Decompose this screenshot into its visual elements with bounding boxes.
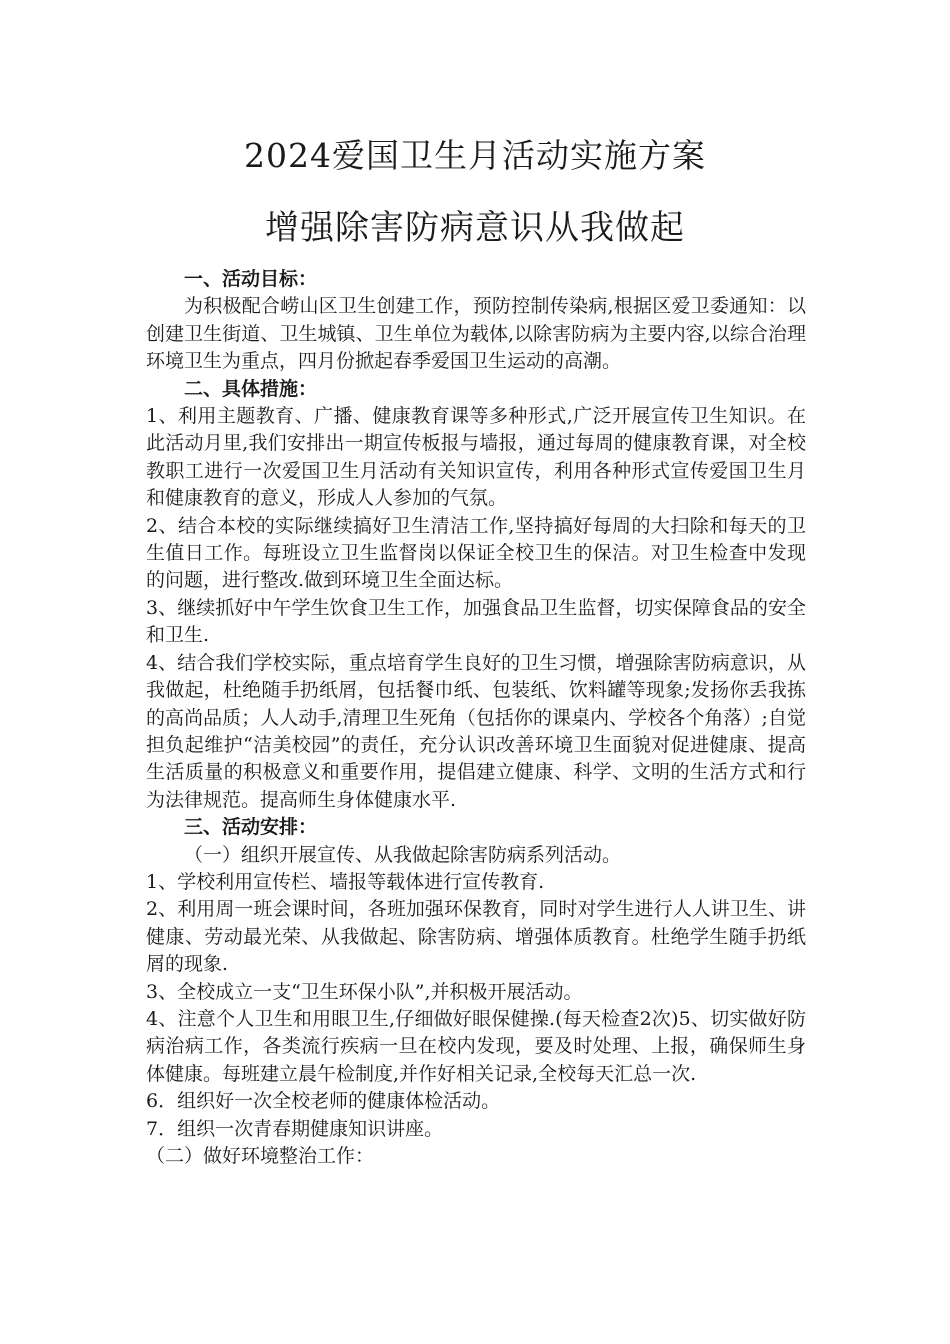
section-heading-arrangement: 三、活动安排： (184, 816, 318, 839)
paragraph-arrangement-3: 3、全校成立一支“卫生环保小队”,并积极开展活动。 (146, 980, 583, 1003)
subheading-publicity: （一）组织开展宣传、从我做起除害防病系列活动。 (184, 843, 622, 866)
paragraph-arrangement-1: 1、学校利用宣传栏、墙报等载体进行宣传教育. (146, 870, 545, 893)
document-body (146, 266, 806, 1170)
paragraph-measure-2: 2、结合本校的实际继续搞好卫生清洁工作,坚持搞好每周的大扫除和每天的卫生值日工作。每班设立卫生监督岗以保证全校卫生的保洁。对卫生检查中发现的问题，进行整改.做到环境卫生全面达标。 (146, 514, 806, 592)
subheading-environment: （二）做好环境整治工作： (146, 1145, 375, 1167)
paragraph-goals: 为积极配合崂山区卫生创建工作，预防控制传染病,根据区爱卫委通知：以创建卫生街道、卫生城镇、卫生单位为载体,以除害防病为主要内容,以综合治理环境卫生为重点，四月份掀起春季爱国卫生运动的高潮。 (146, 295, 806, 373)
paragraph-arrangement-7: 7．组织一次青春期健康知识讲座。 (146, 1117, 444, 1140)
paragraph-measure-4: 4、结合我们学校实际，重点培育学生良好的卫生习惯，增强除害防病意识，从我做起，杜绝随手扔纸屑，包括餐巾纸、包装纸、饮料罐等现象;发扬你丢我拣的高尚品质；人人动手,清理卫生死角（包括你的课桌内、学校各个角落）;自觉担负起维护“洁美校园”的责任，充分认识改善环境卫生面貌对促进健康、提高生活质量的积极意义和重要作用，提倡建立健康、科学、文明的生活方式和行为法律规范。提高师生身体健康水平. (146, 651, 806, 811)
paragraph-arrangement-4: 4、注意个人卫生和用眼卫生,仔细做好眼保健操.(每天检查2次)5、切实做好防病治病工作，各类流行疾病一旦在校内发现，要及时处理、上报，确保师生身体健康。每班建立晨午检制度,并作好相关记录,全校每天汇总一次. (146, 1007, 806, 1085)
paragraph-arrangement-6: 6．组织好一次全校老师的健康体检活动。 (146, 1090, 501, 1113)
section-heading-measures: 二、具体措施： (184, 377, 318, 400)
document-subtitle: 增强除害防病意识从我做起 (265, 208, 685, 248)
paragraph-measure-1: 1、利用主题教育、广播、健康教育课等多种形式,广泛开展宣传卫生知识。在此活动月里,我们安排出一期宣传板报与墙报，通过每周的健康教育课，对全校教职工进行一次爱国卫生月活动有关知识宣传，利用各种形式宣传爱国卫生月和健康教育的意义，形成人人参加的气氛。 (146, 405, 806, 510)
document-title: 2024爱国卫生月活动实施方案 (244, 136, 706, 175)
section-heading-goals: 一、活动目标： (184, 268, 318, 290)
paragraph-arrangement-2: 2、利用周一班会课时间，各班加强环保教育，同时对学生进行人人讲卫生、讲健康、劳动最光荣、从我做起、除害防病、增强体质教育。杜绝学生随手扔纸屑的现象. (146, 898, 806, 976)
paragraph-measure-3: 3、继续抓好中午学生饮食卫生工作，加强食品卫生监督，切实保障食品的安全和卫生. (146, 596, 806, 647)
